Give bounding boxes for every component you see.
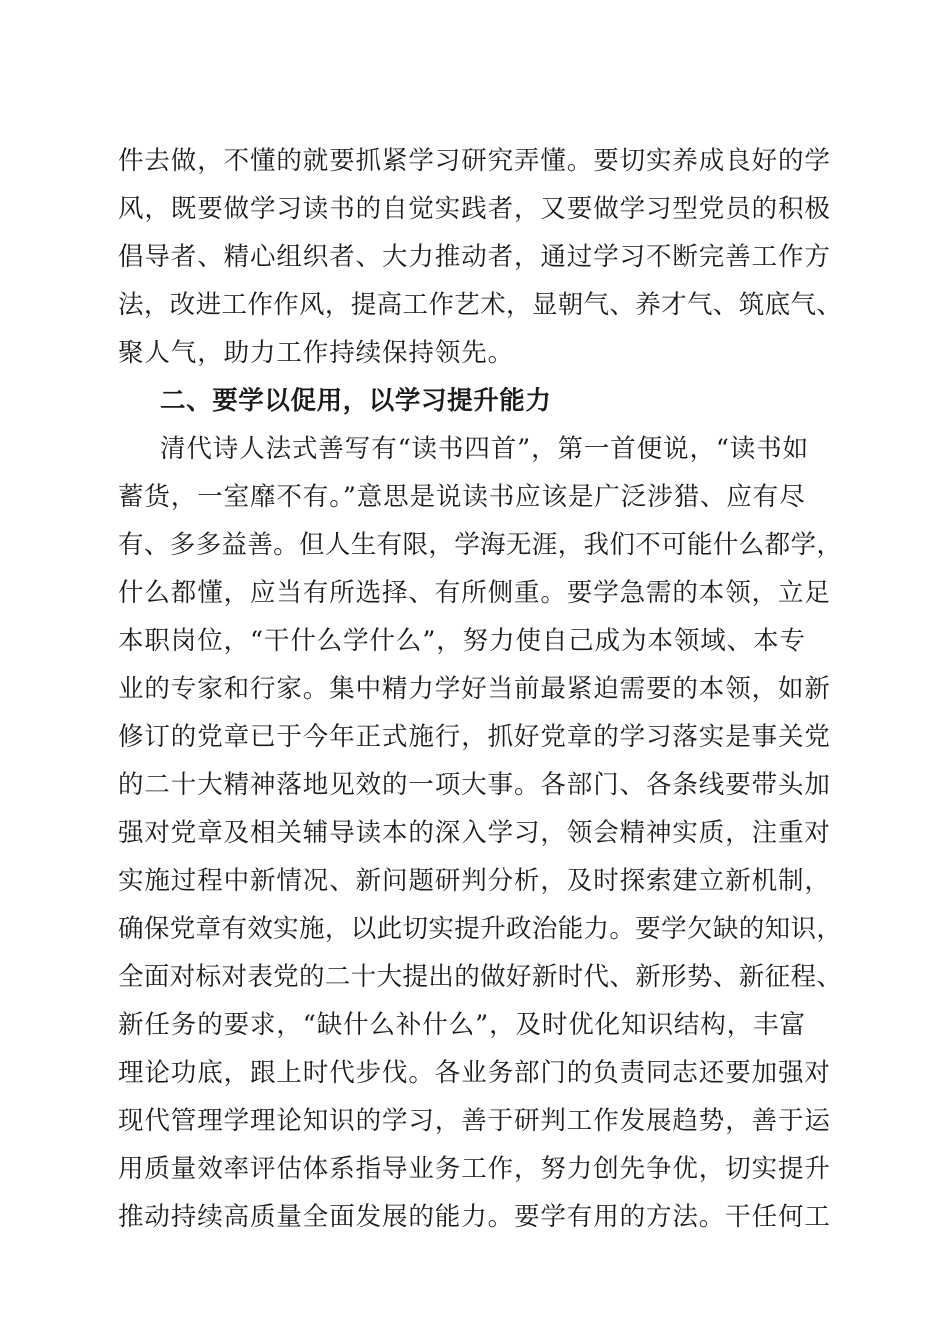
body-text-line: 理论功底，跟上时代步伐。各业务部门的负责同志还要加强对 (118, 1058, 831, 1088)
body-text-line: 实施过程中新情况、新问题研判分析，及时探索建立新机制， (118, 866, 831, 896)
body-text-line: 风，既要做学习读书的自觉实践者，又要做学习型党员的积极 (118, 194, 831, 224)
body-text-line: 蓄货，一室靡不有。”意思是说读书应该是广泛涉猎、应有尽 (118, 482, 806, 512)
body-text-line: 本职岗位，“干什么学什么”，努力使自己成为本领域、本专 (118, 626, 806, 656)
body-text-line: 件去做，不懂的就要抓紧学习研究弄懂。要切实养成良好的学 (118, 146, 831, 176)
body-text-line: 什么都懂，应当有所选择、有所侧重。要学急需的本领，立足 (118, 578, 831, 608)
body-text-line: 现代管理学理论知识的学习，善于研判工作发展趋势，善于运 (118, 1106, 831, 1136)
body-text-line: 确保党章有效实施，以此切实提升政治能力。要学欠缺的知识， (118, 914, 843, 944)
body-text-line: 聚人气，助力工作持续保持领先。 (118, 338, 515, 368)
body-text-line: 有、多多益善。但人生有限，学海无涯，我们不可能什么都学， (118, 530, 843, 560)
body-text-line: 推动持续高质量全面发展的能力。要学有用的方法。干任何工 (118, 1202, 831, 1232)
body-text-line: 的二十大精神落地见效的一项大事。各部门、各条线要带头加 (118, 770, 831, 800)
body-text-line: 修订的党章已于今年正式施行，抓好党章的学习落实是事关党 (118, 722, 831, 752)
section-heading: 二、要学以促用，以学习提升能力 (160, 386, 552, 416)
body-text-line: 全面对标对表党的二十大提出的做好新时代、新形势、新征程、 (118, 962, 843, 992)
body-text-line: 用质量效率评估体系指导业务工作，努力创先争优，切实提升 (118, 1154, 831, 1184)
body-text-line: 倡导者、精心组织者、大力推动者，通过学习不断完善工作方 (118, 242, 831, 272)
body-text-line: 法，改进工作作风，提高工作艺术，显朝气、养才气、筑底气、 (118, 290, 843, 320)
body-text-line: 强对党章及相关辅导读本的深入学习，领会精神实质，注重对 (118, 818, 831, 848)
paragraph-first-line: 清代诗人法式善写有“读书四首”，第一首便说，“读书如 (160, 434, 810, 464)
body-text-line: 新任务的要求，“缺什么补什么”，及时优化知识结构，丰富 (118, 1010, 806, 1040)
body-text-line: 业的专家和行家。集中精力学好当前最紧迫需要的本领，如新 (118, 674, 831, 704)
